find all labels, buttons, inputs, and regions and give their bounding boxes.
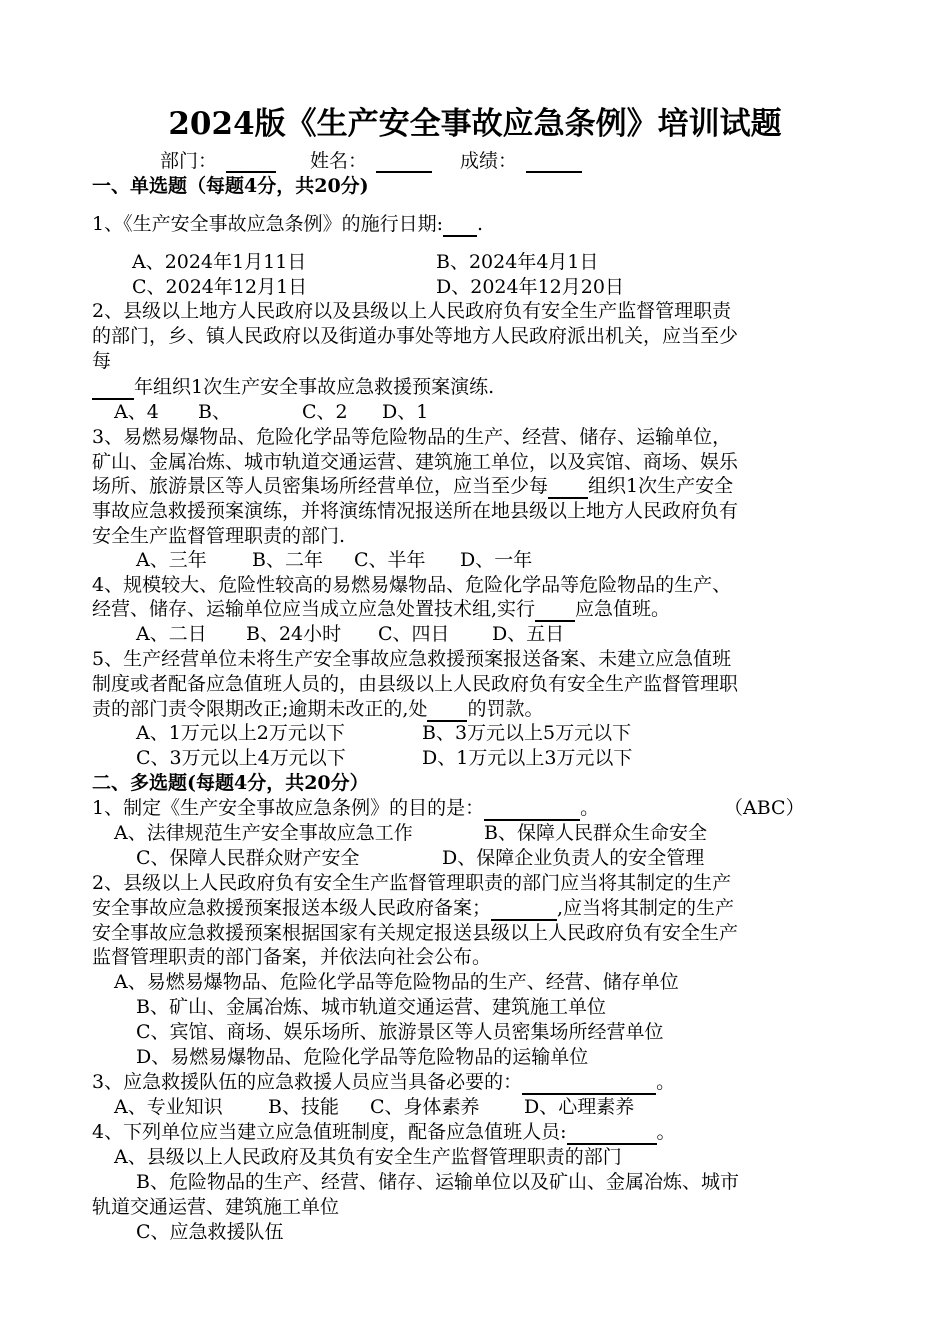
s1-q1-option-d[interactable]: D、2024年12月20日: [436, 276, 624, 298]
s1-q5-line2: 制度或者配备应急值班人员的，由县级以上人民政府负有安全生产监督管理职: [92, 673, 739, 695]
s1-q3-text-a: 场所、旅游景区等人员密集场所经营单位，应当至少每: [92, 475, 549, 497]
s2-q2-line1: 2、县级以上人民政府负有安全生产监督管理职责的部门应当将其制定的生产: [92, 872, 732, 894]
s2-q1-option-a[interactable]: A、法律规范生产安全事故应急工作: [114, 822, 413, 844]
s1-q4-options: [92, 622, 862, 647]
s1-q2-line3: 每: [92, 350, 112, 372]
name-blank[interactable]: [376, 149, 432, 173]
s1-q1-options-row2: [92, 275, 862, 300]
s1-q3-line3: [92, 474, 862, 499]
s2-q1-option-d[interactable]: D、保障企业负责人的安全管理: [442, 847, 705, 869]
s2-q2-option-a-row: [92, 970, 862, 995]
s1-q3-options: [92, 548, 862, 573]
s1-q3-line2: 矿山、金属冶炼、城市轨道交通运营、建筑施工单位，以及宾馆、商场、娱乐: [92, 451, 739, 473]
s1-q4-line2: [92, 597, 862, 622]
s1-q1-end: .: [477, 213, 484, 235]
s1-q2-text: 年组织1次生产安全事故应急救援预案演练.: [134, 376, 495, 398]
s1-q3-text-b: 组织1次生产安全: [588, 475, 734, 497]
s1-q3-line4: 事故应急救援预案演练，并将演练情况报送所在地县级以上地方人民政府负有: [92, 500, 739, 522]
s2-q4-blank[interactable]: [567, 1121, 657, 1145]
s1-q1-option-a[interactable]: A、2024年1月11日: [132, 251, 307, 273]
s1-q3-option-a[interactable]: A、三年: [136, 549, 207, 571]
score-label: 成绩：: [460, 150, 518, 172]
s1-q4-option-a[interactable]: A、二日: [136, 623, 207, 645]
s2-q2-text-b: ,应当将其制定的生产: [557, 897, 735, 919]
s2-q1-text: 1、制定《生产安全事故应急条例》的目的是：: [92, 797, 485, 819]
s2-q4-option-a[interactable]: A、县级以上人民政府及其负有安全生产监督管理职责的部门: [114, 1146, 622, 1168]
s2-q4-stem: [92, 1120, 862, 1145]
s2-q1-options-row1: [92, 821, 862, 846]
s1-q4-line1: 4、规模较大、危险性较高的易燃易爆物品、危险化学品等危险物品的生产、: [92, 574, 732, 596]
s1-q3-line5: 安全生产监督管理职责的部门.: [92, 525, 346, 547]
s1-q2-line1: 2、县级以上地方人民政府以及县级以上人民政府负有安全生产监督管理职责: [92, 300, 732, 322]
s1-q4-text-b: 应急值班。: [575, 598, 671, 620]
name-label: 姓名：: [310, 150, 368, 172]
s1-q3-line1: 3、易燃易爆物品、危险化学品等危险物品的生产、经营、储存、运输单位，: [92, 426, 732, 448]
s1-q1-text: 1、《生产安全事故应急条例》的施行日期:: [92, 213, 443, 235]
dept-label: 部门：: [160, 150, 218, 172]
dept-blank[interactable]: [226, 149, 276, 173]
s2-q2-line3: 安全事故应急救援预案根据国家有关规定报送县级以上人民政府负有安全生产: [92, 922, 739, 944]
s2-q3-option-a[interactable]: A、专业知识: [114, 1096, 223, 1118]
s2-q2-text-a: 安全事故应急救援预案报送本级人民政府备案；: [92, 897, 492, 919]
s1-q4-option-b[interactable]: B、24小时: [246, 623, 342, 645]
s1-q5-text-b: 的罚款。: [467, 698, 544, 720]
s1-q5-line3: [92, 697, 862, 722]
s1-q1-option-b[interactable]: B、2024年4月1日: [436, 251, 599, 273]
s2-q4-option-c-row: [92, 1220, 862, 1245]
s2-q2-line4: 监督管理职责的部门备案，并依法向社会公布。: [92, 946, 492, 968]
s2-q4-option-c[interactable]: C、应急救援队伍: [136, 1221, 284, 1243]
s2-q2-option-d-row: [92, 1045, 862, 1070]
s2-q2-option-a[interactable]: A、易燃易爆物品、危险化学品等危险物品的生产、经营、储存单位: [114, 971, 679, 993]
s1-q5-blank[interactable]: [427, 698, 467, 722]
score-blank[interactable]: [526, 149, 582, 173]
s2-q2-option-c[interactable]: C、宾馆、商场、娱乐场所、旅游景区等人员密集场所经营单位: [136, 1021, 664, 1043]
s2-q4-end: 。: [656, 1121, 676, 1143]
s2-q4-option-b[interactable]: B、危险物品的生产、经营、储存、运输单位以及矿山、金属冶炼、城市: [136, 1171, 739, 1193]
s2-q3-option-b[interactable]: B、技能: [268, 1096, 339, 1118]
s1-q4-blank[interactable]: [535, 598, 575, 622]
s1-q2-option-b[interactable]: B、: [198, 401, 231, 423]
s2-q2-option-b-row: [92, 995, 862, 1020]
s1-q5-text-a: 责的部门责令限期改正;逾期未改正的,处: [92, 698, 428, 720]
s2-q3-text: 3、应急救援队伍的应急救援人员应当具备必要的：: [92, 1071, 523, 1093]
s1-q1-blank[interactable]: [443, 213, 477, 237]
s1-q3-blank[interactable]: [548, 475, 588, 499]
s2-q2-option-b[interactable]: B、矿山、金属冶炼、城市轨道交通运营、建筑施工单位: [136, 996, 606, 1018]
s2-q3-blank[interactable]: [522, 1071, 656, 1095]
s1-q2-option-d[interactable]: D、1: [382, 401, 429, 423]
s2-q4-option-b-row1: [92, 1170, 862, 1195]
s1-q2-line4: [92, 375, 862, 400]
s2-q4-option-a-row: [92, 1145, 862, 1170]
s1-q5-option-b[interactable]: B、3万元以上5万元以下: [422, 722, 632, 744]
s1-q5-line1: 5、生产经营单位未将生产安全事故应急救援预案报送备案、未建立应急值班: [92, 648, 732, 670]
s1-q4-text-a: 经营、储存、运输单位应当成立应急处置技术组,实行: [92, 598, 536, 620]
s1-q1-options-row1: [92, 250, 862, 275]
s2-q4-option-b-row2: 轨道交通运营、建筑施工单位: [92, 1196, 340, 1218]
s2-q1-option-c[interactable]: C、保障人民群众财产安全: [136, 847, 360, 869]
s1-q5-option-d[interactable]: D、1万元以上3万元以下: [422, 747, 633, 769]
s2-q2-line2: [92, 896, 862, 921]
s1-q1-stem: [92, 212, 862, 237]
s2-q3-options: [92, 1095, 862, 1120]
s2-q3-stem: [92, 1070, 862, 1095]
s2-q1-answer: （ABC）: [724, 797, 805, 819]
s1-q2-options: [92, 400, 862, 425]
info-line: [92, 149, 862, 174]
s2-q1-options-row2: [92, 846, 862, 871]
s2-q1-stem: [92, 796, 862, 821]
s2-q2-option-d[interactable]: D、易燃易爆物品、危险化学品等危险物品的运输单位: [136, 1046, 589, 1068]
s1-q2-option-c[interactable]: C、2: [302, 401, 348, 423]
s2-q2-blank[interactable]: [491, 897, 557, 921]
s1-q4-option-c[interactable]: C、四日: [378, 623, 450, 645]
s1-q5-option-a[interactable]: A、1万元以上2万元以下: [136, 722, 345, 744]
s2-q3-option-c[interactable]: C、身体素养: [370, 1096, 480, 1118]
s2-q4-text: 4、下列单位应当建立应急值班制度，配备应急值班人员:: [92, 1121, 567, 1143]
s2-q3-option-d[interactable]: D、心理素养: [524, 1096, 635, 1118]
s2-q2-option-c-row: [92, 1020, 862, 1045]
s2-q1-end: 。: [580, 797, 600, 819]
s1-q2-blank[interactable]: [92, 376, 134, 400]
s1-q3-option-c[interactable]: C、半年: [354, 549, 426, 571]
s1-q4-option-d[interactable]: D、五日: [492, 623, 565, 645]
s2-q1-option-b[interactable]: B、保障人民群众生命安全: [484, 822, 707, 844]
section2-header: 二、多选题(每题4分，共20分）: [92, 772, 369, 794]
s1-q1-option-c[interactable]: C、2024年12月1日: [132, 276, 308, 298]
s1-q5-option-c[interactable]: C、3万元以上4万元以下: [136, 747, 346, 769]
s1-q5-options-row1: [92, 721, 862, 746]
section1-header: 一、单选题（每题4分，共20分): [92, 175, 369, 197]
page-title: 2024版《生产安全事故应急条例》培训试题: [168, 106, 782, 142]
s1-q3-option-b[interactable]: B、二年: [252, 549, 323, 571]
s2-q3-end: 。: [656, 1071, 676, 1093]
s1-q2-option-a[interactable]: A、4: [114, 401, 159, 423]
s1-q2-line2: 的部门，乡、镇人民政府以及街道办事处等地方人民政府派出机关，应当至少: [92, 325, 739, 347]
s2-q1-blank[interactable]: [484, 797, 580, 821]
s1-q5-options-row2: [92, 746, 862, 771]
s1-q3-option-d[interactable]: D、一年: [460, 549, 533, 571]
